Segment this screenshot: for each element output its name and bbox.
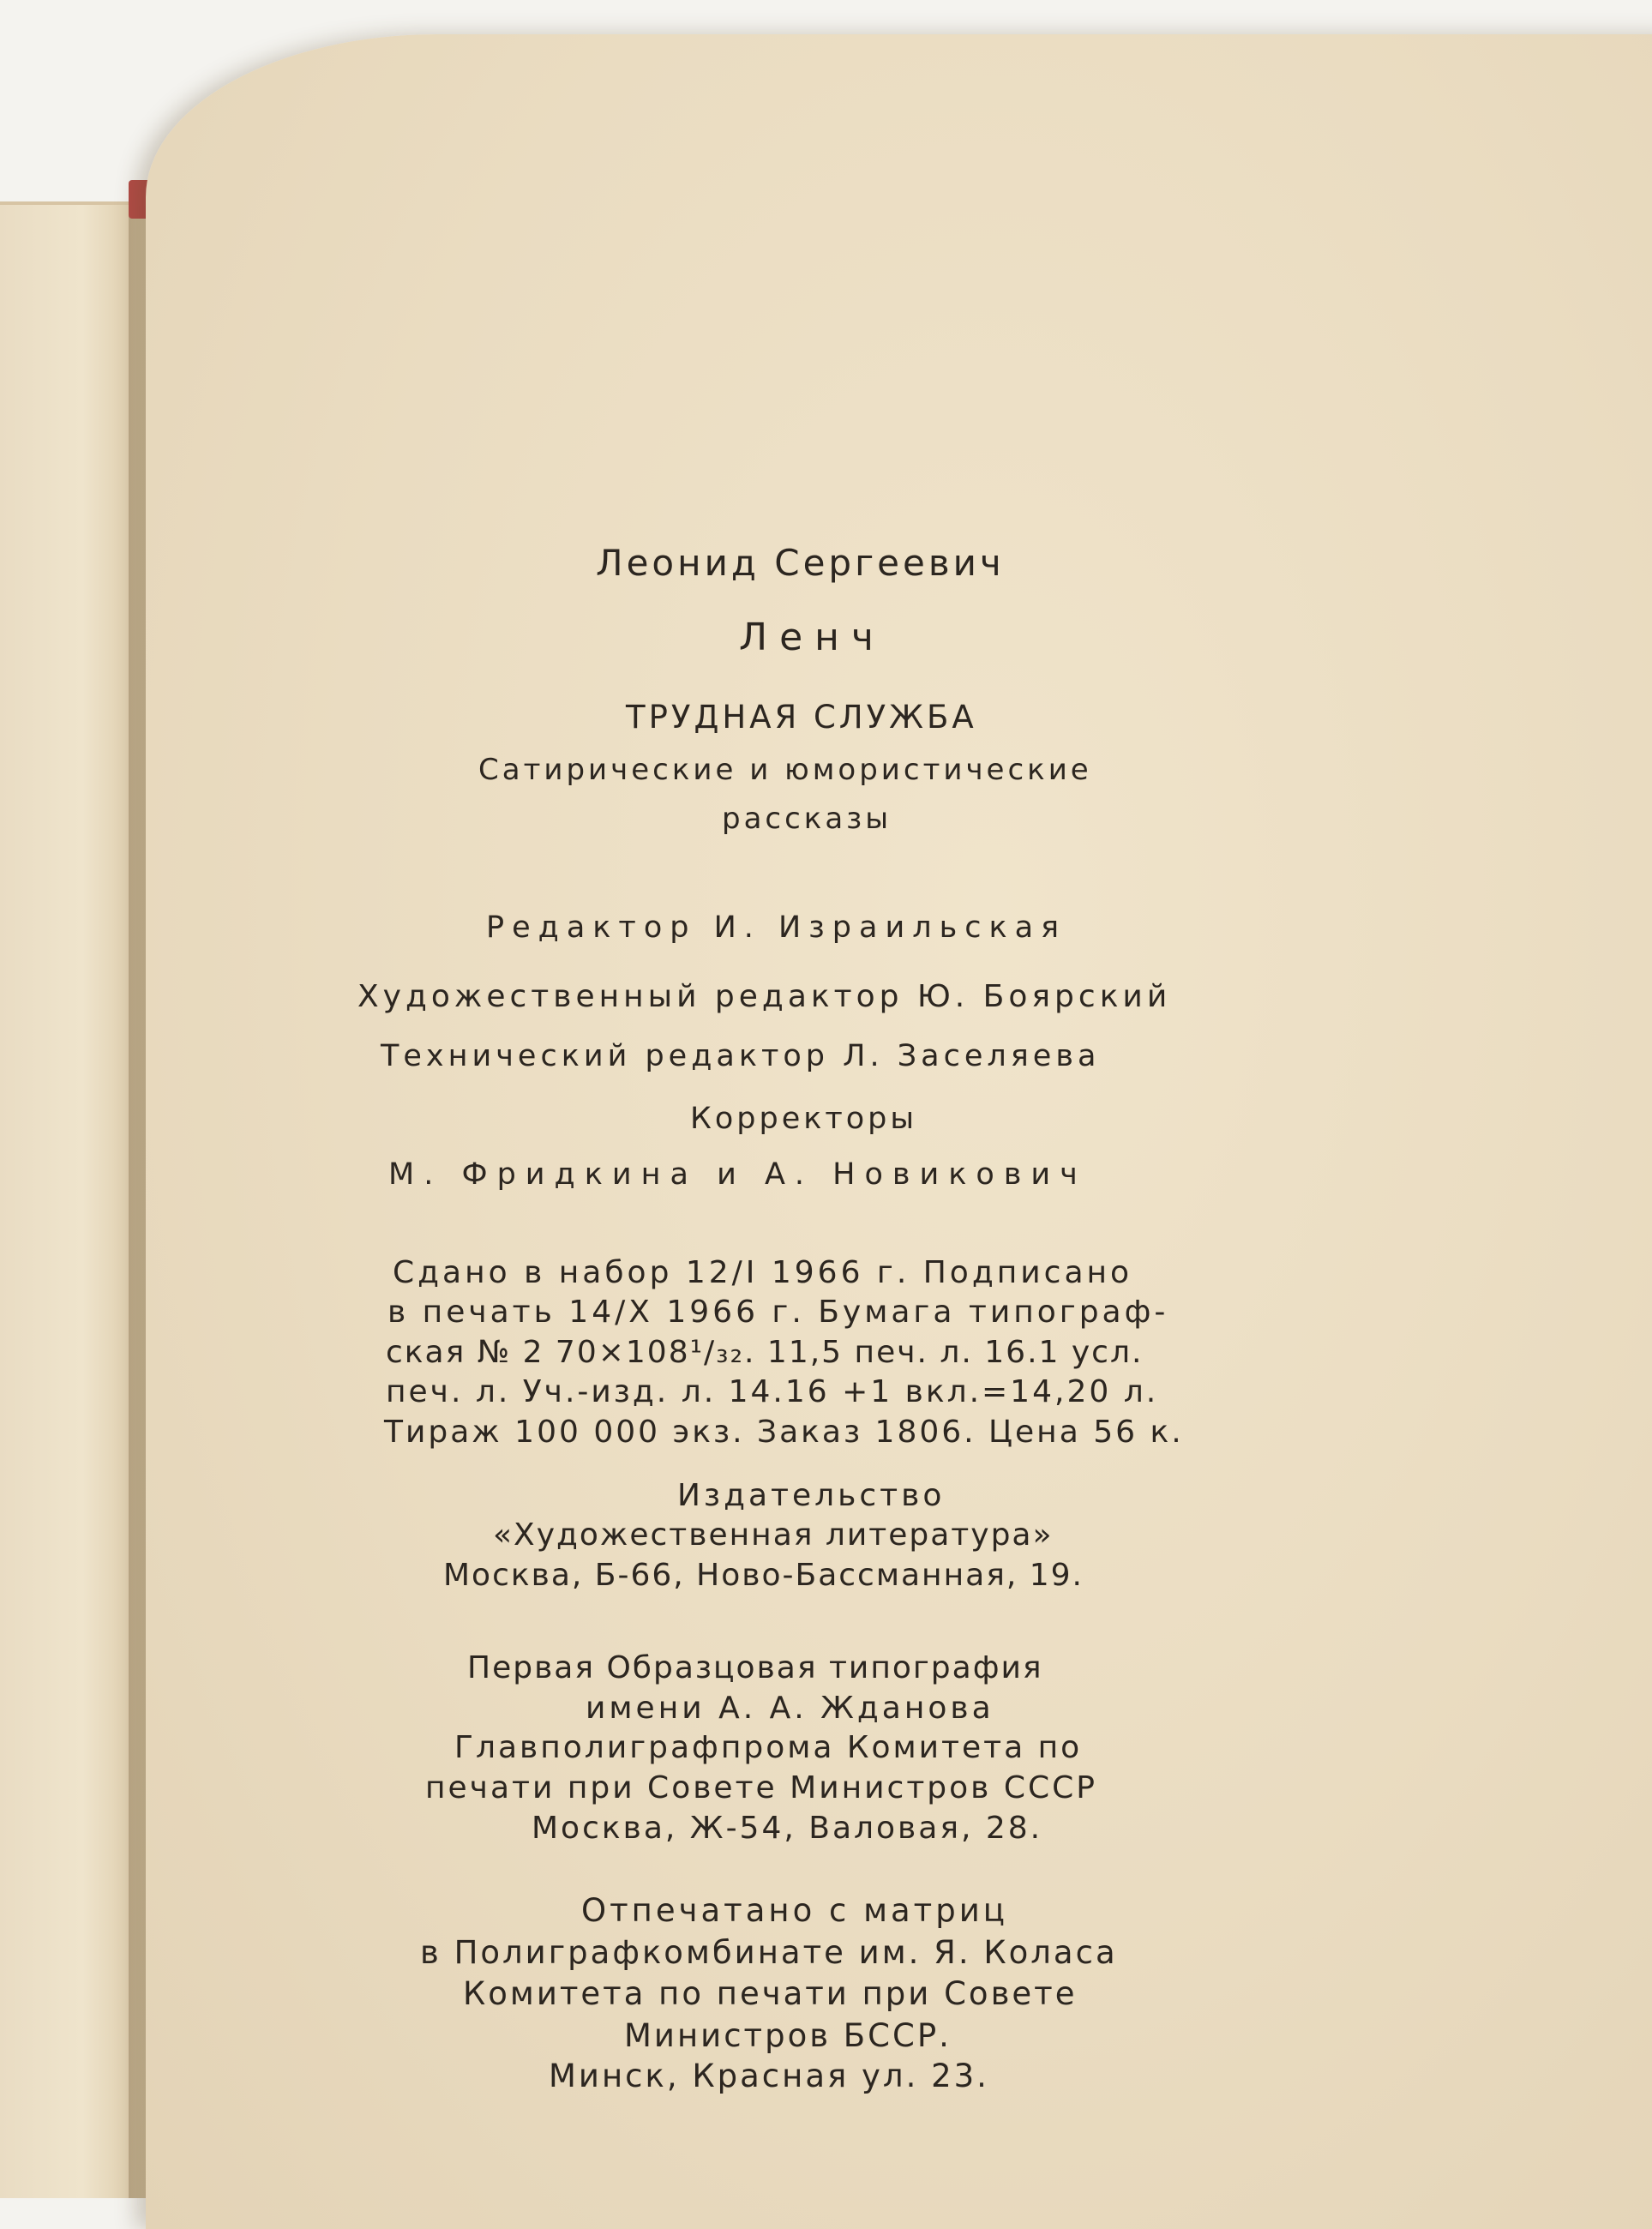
publisher-address: Москва, Б-66, Ново-Бассманная, 19.: [443, 1558, 1084, 1593]
author-first-names: Леонид Сергеевич: [596, 542, 1005, 584]
print-data-line: Тираж 100 000 экз. Заказ 1806. Цена 56 к.: [384, 1415, 1184, 1450]
publisher-name: «Художественная литература»: [493, 1517, 1054, 1553]
author-surname: Ленч: [739, 616, 886, 659]
printer-line: Главполиграфпрома Комитета по: [454, 1730, 1083, 1765]
matrix-printer-line: Минск, Красная ул. 23.: [549, 2058, 989, 2094]
printer-line: Москва, Ж-54, Валовая, 28.: [532, 1811, 1043, 1846]
matrix-printer-line: Комитета по печати при Совете: [463, 1975, 1078, 2012]
matrix-printer-line: Министров БССР.: [624, 2017, 952, 2054]
book-title: ТРУДНАЯ СЛУЖБА: [626, 699, 977, 736]
printer-line: имени А. А. Жданова: [586, 1691, 994, 1726]
printer-line: печати при Совете Министров СССР: [425, 1770, 1097, 1805]
book-cover-edge: [0, 201, 150, 2198]
print-data-line: Сдано в набор 12/I 1966 г. Подписано: [393, 1255, 1133, 1290]
print-data-line: в печать 14/X 1966 г. Бумага типограф-: [387, 1295, 1169, 1330]
matrix-printer-line: в Полиграфкомбинате им. Я. Коласа: [420, 1934, 1118, 1971]
proofreaders-label: Корректоры: [690, 1102, 918, 1136]
print-data-line: ская № 2 70×108¹/₃₂. 11,5 печ. л. 16.1 усл.: [386, 1335, 1144, 1370]
printer-line: Первая Образцовая типография: [467, 1650, 1043, 1685]
editor-credit: Редактор И. Израильская: [486, 910, 1067, 945]
technical-editor-credit: Технический редактор Л. Заселяева: [381, 1039, 1101, 1073]
art-editor-credit: Художественный редактор Ю. Боярский: [357, 979, 1172, 1014]
proofreaders-names: М. Фридкина и А. Новикович: [388, 1157, 1087, 1192]
print-data-line: печ. л. Уч.-изд. л. 14.16 +1 вкл.=14,20 л.: [386, 1374, 1159, 1409]
matrix-printer-line: Отпечатано с матриц: [581, 1892, 1008, 1929]
subtitle-line: рассказы: [722, 802, 892, 836]
subtitle-line: Сатирические и юмористические: [478, 753, 1092, 787]
publisher-label: Издательство: [677, 1478, 946, 1513]
